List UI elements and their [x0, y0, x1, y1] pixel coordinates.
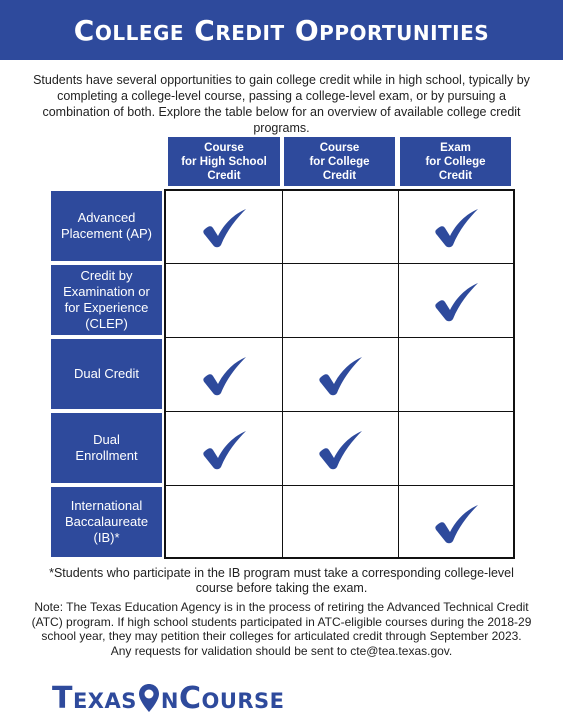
grid-cell — [166, 265, 283, 338]
grid-cell — [398, 487, 515, 560]
column-header-course-hs: Course for High School Credit — [168, 137, 280, 186]
grid-cell — [282, 339, 399, 412]
grid-cell — [282, 191, 399, 264]
check-icon — [202, 208, 248, 248]
atc-note: Note: The Texas Education Agency is in the process of retiring the Advanced Technical Credit (ATC) program. If high school students participated in ATC-eligible courses during the 2018-29 school year, they may petition their colleges for articulated credit through September 2023. Any requests for validation should be sent to cte@tea.texas.gov. — [31, 600, 532, 658]
row-header-dual-credit: Dual Credit — [51, 339, 162, 409]
grid-cell — [398, 191, 515, 264]
credit-grid — [164, 189, 515, 559]
check-icon — [318, 356, 364, 396]
location-pin-icon — [138, 683, 160, 713]
grid-cell — [398, 265, 515, 338]
ib-footnote: *Students who participate in the IB program must take a corresponding college-level course before taking the exam. — [49, 566, 514, 595]
texas-oncourse-logo — [52, 681, 285, 715]
page-title: College Credit Opportunities — [73, 13, 490, 47]
grid-cell — [398, 339, 515, 412]
check-icon — [202, 356, 248, 396]
logo-text-texas: Texas — [52, 680, 137, 716]
row-header-ap: Advanced Placement (AP) — [51, 191, 162, 261]
column-header-exam-college: Exam for College Credit — [400, 137, 511, 186]
grid-cell — [282, 487, 399, 560]
check-icon — [318, 430, 364, 470]
logo-text-oncourse: nCourse — [160, 680, 285, 716]
row-header-clep: Credit by Examination or for Experience (CLEP) — [51, 265, 162, 335]
column-header-course-college: Course for College Credit — [284, 137, 395, 186]
grid-cell — [166, 339, 283, 412]
page-title-banner — [0, 0, 563, 60]
check-icon — [434, 282, 480, 322]
grid-cell — [166, 413, 283, 486]
check-icon — [434, 208, 480, 248]
grid-cell — [398, 413, 515, 486]
check-icon — [202, 430, 248, 470]
grid-cell — [166, 191, 283, 264]
grid-cell — [282, 413, 399, 486]
row-header-dual-enrollment: Dual Enrollment — [51, 413, 162, 483]
grid-cell — [166, 487, 283, 560]
check-icon — [434, 504, 480, 544]
row-header-ib: International Baccalaureate (IB)* — [51, 487, 162, 557]
grid-cell — [282, 265, 399, 338]
intro-text: Students have several opportunities to gain college credit while in high school, typically by completing a college-level course, passing a college-level exam, or by pursuing a combination of both. Explore the table below for an overview of available college credit programs. — [33, 73, 530, 135]
